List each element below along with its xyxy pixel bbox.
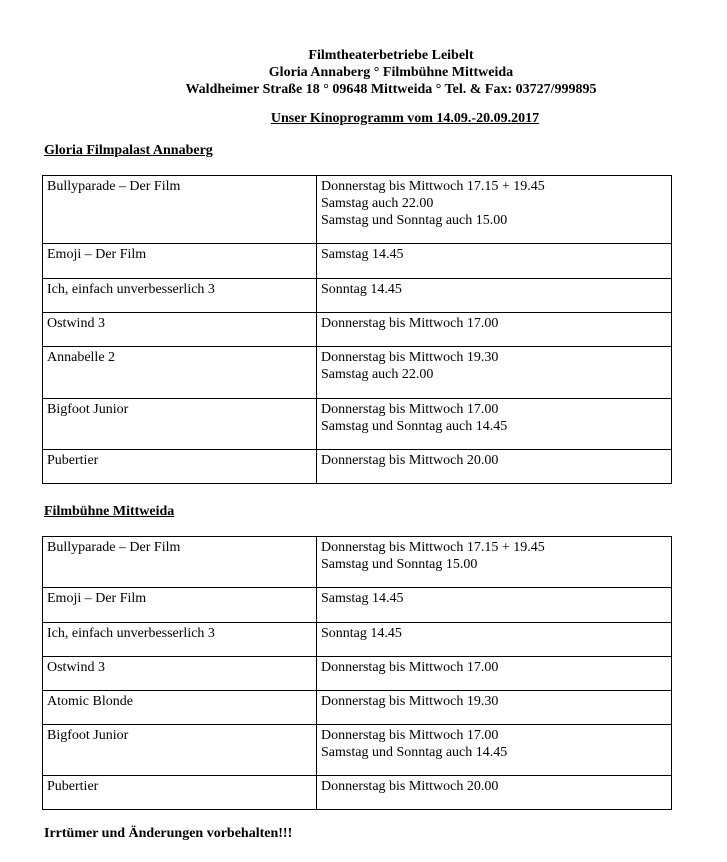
table-row: [43, 725, 672, 776]
program-title: Unser Kinoprogramm vom 14.09.-20.09.2017: [270, 111, 540, 126]
showtimes-cell: [317, 725, 672, 776]
showtime-line: Samstag und Sonntag auch 14.45: [321, 745, 508, 760]
film-title-cell: Emoji – Der Film: [43, 244, 317, 279]
company-name: Filmtheaterbetriebe Leibelt: [308, 48, 474, 63]
showtimes-cell: [317, 347, 672, 399]
film-title-cell: Ich, einfach unverbesserlich 3: [43, 623, 317, 657]
table-row: [43, 244, 672, 279]
table-row: [43, 176, 672, 244]
showtimes-cell: [317, 279, 672, 313]
showtimes-cell: [317, 657, 672, 691]
table-row: [43, 279, 672, 313]
table-row: [43, 776, 672, 810]
showtime-line: Donnerstag bis Mittwoch 17.15 + 19.45: [321, 179, 545, 194]
film-title-cell: Atomic Blonde: [43, 691, 317, 725]
table-row: [43, 450, 672, 484]
venue-names: Gloria Annaberg ° Filmbühne Mittweida: [268, 65, 514, 80]
film-title-cell: Bigfoot Junior: [43, 725, 317, 776]
showtimes-cell: [317, 244, 672, 279]
showtime-line: Samstag und Sonntag auch 14.45: [321, 419, 508, 434]
showtime-line: Samstag und Sonntag auch 15.00: [321, 213, 508, 228]
table-row: [43, 588, 672, 623]
showtime-line: Samstag und Sonntag 15.00: [321, 557, 478, 572]
film-title-cell: Bullyparade – Der Film: [43, 176, 317, 244]
showtime-line: Donnerstag bis Mittwoch 19.30: [321, 350, 499, 365]
showtime-line: Donnerstag bis Mittwoch 17.00: [321, 728, 499, 743]
showtimes-cell: [317, 399, 672, 450]
film-title-cell: Bullyparade – Der Film: [43, 537, 317, 588]
showtime-line: Donnerstag bis Mittwoch 17.15 + 19.45: [321, 540, 545, 555]
film-title-cell: Emoji – Der Film: [43, 588, 317, 623]
showtime-line: Donnerstag bis Mittwoch 20.00: [321, 453, 499, 468]
showtime-line: Sonntag 14.45: [321, 282, 402, 297]
table-row: [43, 623, 672, 657]
table-row: [43, 399, 672, 450]
showtime-line: Donnerstag bis Mittwoch 17.00: [321, 402, 499, 417]
showtime-line: Samstag auch 22.00: [321, 196, 434, 211]
showtimes-cell: [317, 313, 672, 347]
table-row: [43, 347, 672, 399]
showtime-line: Donnerstag bis Mittwoch 20.00: [321, 779, 499, 794]
showtimes-cell: [317, 537, 672, 588]
showtimes-cell: [317, 691, 672, 725]
showtimes-cell: [317, 588, 672, 623]
showtime-line: Samstag 14.45: [321, 591, 404, 606]
table-row: [43, 691, 672, 725]
showtime-line: Sonntag 14.45: [321, 626, 402, 641]
section-title-annaberg: Gloria Filmpalast Annaberg: [44, 143, 213, 158]
schedule-table-mittweida: [42, 536, 672, 810]
table-row: [43, 657, 672, 691]
film-title-cell: Bigfoot Junior: [43, 399, 317, 450]
schedule-body: [43, 537, 672, 810]
showtime-line: Donnerstag bis Mittwoch 19.30: [321, 694, 499, 709]
schedule-body: [43, 176, 672, 484]
table-row: [43, 537, 672, 588]
film-title-cell: Ostwind 3: [43, 313, 317, 347]
showtime-line: Donnerstag bis Mittwoch 17.00: [321, 660, 499, 675]
table-row: [43, 313, 672, 347]
film-title-cell: Pubertier: [43, 776, 317, 810]
showtime-line: Donnerstag bis Mittwoch 17.00: [321, 316, 499, 331]
showtimes-cell: [317, 176, 672, 244]
section-title-mittweida: Filmbühne Mittweida: [44, 504, 175, 519]
showtimes-cell: [317, 623, 672, 657]
address-line: Waldheimer Straße 18 ° 09648 Mittweida ° Tel. & Fax: 03727/999895: [185, 82, 597, 97]
film-title-cell: Pubertier: [43, 450, 317, 484]
film-title-cell: Ich, einfach unverbesserlich 3: [43, 279, 317, 313]
film-title-cell: Ostwind 3: [43, 657, 317, 691]
film-title-cell: Annabelle 2: [43, 347, 317, 399]
disclaimer-footer: Irrtümer und Änderungen vorbehalten!!!: [44, 826, 293, 841]
showtimes-cell: [317, 450, 672, 484]
showtimes-cell: [317, 776, 672, 810]
showtime-line: Samstag auch 22.00: [321, 367, 434, 382]
schedule-table-annaberg: [42, 175, 672, 484]
showtime-line: Samstag 14.45: [321, 247, 404, 262]
